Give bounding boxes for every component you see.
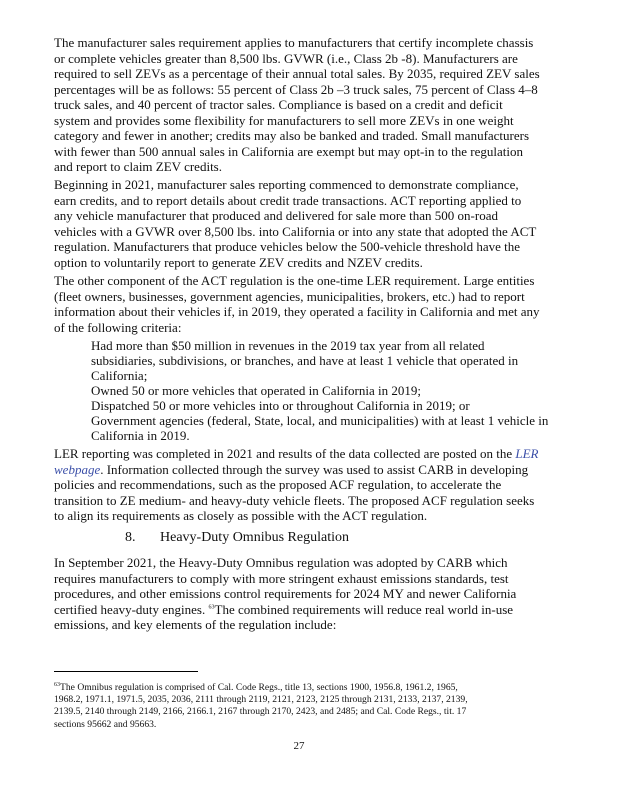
list-item — [75, 413, 548, 443]
text-line: regulation. Manufacturers that produce vehicles below the 500-vehicle threshold have the — [54, 239, 521, 254]
text-line: or complete vehicles greater than 8,500 lbs. GVWR (i.e., Class 2b -8). Manufacturers are — [54, 50, 518, 66]
text-line: option to voluntarily report to generate ZEV credits and NZEV credits. — [54, 254, 423, 270]
text-line: requires manufacturers to comply with more stringent exhaust emissions standards, test — [54, 570, 509, 586]
text-line: Owned 50 or more vehicles that operated in California in 2019; — [91, 383, 421, 398]
text-run: certified heavy-duty engines. — [54, 601, 209, 617]
text-run: . Information collected through the survey was used to assist CARB in developing — [100, 461, 529, 477]
text-line — [54, 682, 468, 694]
text-line: sections 95662 and 95663. — [54, 718, 157, 730]
footnote-separator — [54, 671, 198, 672]
text-run: The combined requirements will reduce real world in-use — [214, 601, 514, 617]
text-line: California in 2019. — [91, 428, 190, 443]
ler-webpage-link[interactable]: webpage — [54, 461, 101, 477]
text-run: The Omnibus regulation is comprised of Cal. Code Regs., title 13, sections 1900, 1956.8, 1961.2, 1965, — [60, 682, 458, 693]
text-line: Beginning in 2021, manufacturer sales reporting commenced to demonstrate compliance, — [54, 177, 519, 192]
text-line: any vehicle manufacturer that produced and delivered for sale more than 500 on-road — [54, 208, 498, 223]
paragraph-omnibus — [54, 555, 516, 633]
text-line — [54, 462, 539, 478]
text-line: to align its requirements as closely as possible with the ACT regulation. — [54, 508, 428, 523]
text-line: California; — [91, 368, 148, 383]
text-line: transition to ZE medium- and heavy-duty vehicle fleets. The proposed ACF regulation seeks — [54, 492, 535, 508]
text-line: percentages will be as follows: 55 percent of Class 2b –3 truck sales, 75 percent of Class 4–8 — [54, 81, 538, 97]
text-line: Had more than $50 million in revenues in the 2019 tax year from all related — [91, 338, 485, 353]
text-line — [54, 446, 539, 462]
text-line: with fewer than 500 annual sales in California are exempt but may opt-in to the regulation — [54, 143, 523, 159]
paragraph-ler-results — [54, 446, 539, 524]
text-line: 1968.2, 1971.1, 1971.5, 2035, 2036, 2111 through 2119, 2121, 2123, 2125 through 2131, 2133, 2137, 2139, — [54, 694, 468, 706]
text-line: information about their vehicles if, in 2019, they operated a facility in California and met any — [54, 304, 540, 319]
text-line: and report to claim ZEV credits. — [54, 159, 222, 174]
page-number: 27 — [293, 740, 305, 752]
text-line: of the following criteria: — [54, 319, 182, 335]
text-line: Government agencies (federal, State, local, and municipalities) with at least 1 vehicle in — [91, 413, 549, 428]
text-line: The manufacturer sales requirement applies to manufacturers that certify incomplete chassis — [54, 35, 534, 50]
text-line: earn credits, and to report details about credit trade transactions. ACT reporting applied to — [54, 192, 522, 208]
footnote-reference[interactable]: 63 — [208, 604, 215, 611]
text-line: Dispatched 50 or more vehicles into or throughout California in 2019; or — [91, 398, 470, 413]
text-line: 2139.5, 2140 through 2149, 2166, 2166.1, 2167 through 2170, 2423, and 2485; and Cal. Code Regs., tit. 17 — [54, 706, 467, 718]
text-run: LER reporting was completed in 2021 and results of the data collected are posted on the — [54, 446, 516, 461]
text-line: category and fewer in another; credits may also be banked and traded. Small manufacturers — [54, 128, 530, 143]
text-line: subsidiaries, subdivisions, or branches, and have at least 1 vehicle that operated in — [91, 353, 519, 368]
footnote-number: 63 — [54, 681, 60, 688]
text-line: emissions, and key elements of the regulation include: — [54, 617, 337, 632]
ler-webpage-link[interactable]: LER — [515, 446, 539, 461]
paragraph-manufacturer-sales — [54, 35, 540, 175]
text-line: system and provides some flexibility for manufacturers to sell more ZEVs in one weight — [54, 112, 514, 128]
text-line: The other component of the ACT regulation is the one-time LER requirement. Large entities — [54, 273, 535, 288]
text-line: policies and recommendations, such as the proposed ACF regulation, to accelerate the — [54, 477, 502, 492]
section-number: 8. — [125, 530, 136, 545]
paragraph-sales-reporting — [54, 177, 536, 270]
text-line: (fleet owners, businesses, government agencies, municipalities, brokers, etc.) had to report — [54, 288, 525, 304]
text-line: required to sell ZEVs as a percentage of their annual total sales. By 2035, required ZEV sales — [54, 66, 540, 81]
text-line: vehicles with a GVWR over 8,500 lbs. into California or into any state that adopted the ACT — [54, 223, 537, 239]
footnote — [54, 682, 468, 731]
paragraph-ler-requirement — [54, 273, 540, 335]
list-item — [75, 398, 548, 413]
text-line: In September 2021, the Heavy-Duty Omnibus regulation was adopted by CARB which — [54, 555, 508, 570]
section-heading: Heavy-Duty Omnibus Regulation — [160, 530, 349, 545]
list-item — [75, 383, 548, 398]
text-line: procedures, and other emissions control requirements for 2024 MY and newer California — [54, 586, 517, 601]
list-item — [75, 338, 548, 383]
criteria-bullet-list — [75, 338, 548, 443]
text-line — [54, 602, 516, 618]
text-line: truck sales, and 40 percent of tractor sales. Compliance is based on a credit and deficit — [54, 97, 503, 112]
